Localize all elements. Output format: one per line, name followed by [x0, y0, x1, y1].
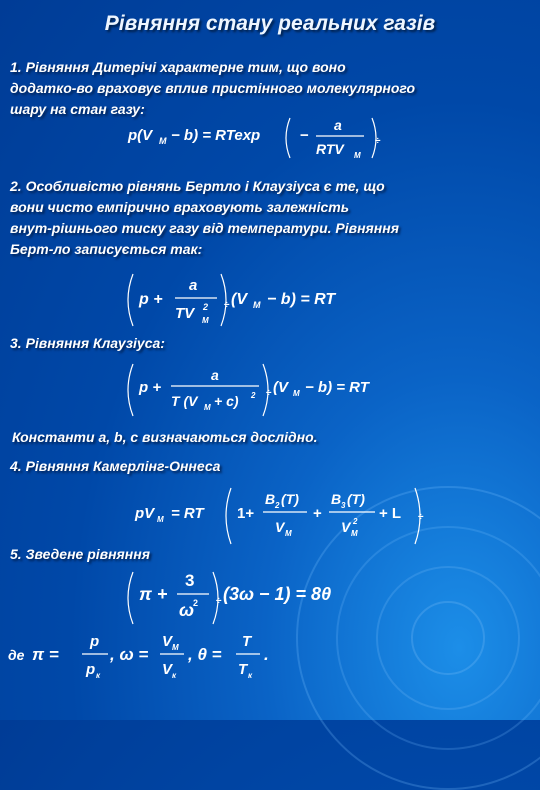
text-line: внут-рішнього тиску газу від температури. Рівняння	[10, 220, 399, 236]
ko-b3: B	[331, 491, 342, 507]
ko-b2-sub: 2	[275, 501, 280, 510]
clausius-den-mid: + c)	[214, 393, 239, 409]
paren-left	[128, 274, 133, 326]
svg-text:÷: ÷	[224, 300, 230, 311]
paren-left	[128, 572, 133, 624]
text-line: 1. Рівняння Дитерічі характерне тим, що воно	[10, 59, 346, 75]
paren-left	[226, 488, 231, 544]
berthelot-p-plus: p +	[139, 291, 163, 308]
reduced-pi-plus: π +	[139, 584, 168, 604]
ko-b2: B	[265, 491, 276, 507]
page-title: Рівняння стану реальних газів	[104, 12, 436, 35]
dieterici-lhs: p(V	[128, 127, 153, 144]
def-omega-eq: , ω =	[110, 645, 149, 664]
text-line: вони чисто емпірично враховують залежність	[10, 199, 350, 215]
clausius-den-sub: M	[204, 403, 211, 412]
dieterici-numerator: a	[334, 117, 342, 133]
ko-eq: = RT	[171, 505, 204, 522]
dieterici-rhs: − b) = RTexp	[171, 127, 261, 144]
def-pi-eq: π =	[32, 645, 59, 664]
ko-den1: V	[275, 519, 285, 535]
def-t: T	[242, 633, 252, 650]
section-4-heading: 4. Рівняння Камерлінг-Оннеса	[10, 458, 221, 474]
ko-den2-sup: 2	[353, 517, 358, 526]
svg-text:÷: ÷	[216, 596, 222, 607]
clausius-numerator: a	[211, 367, 219, 383]
ko-den1-sub: M	[285, 529, 292, 538]
ko-b2-arg: (T)	[281, 491, 299, 507]
def-de: де	[8, 647, 25, 663]
reduced-definitions	[8, 630, 308, 694]
reduced-rhs: (3ω − 1) = 8θ	[223, 584, 332, 604]
def-vk: V	[162, 661, 173, 678]
section-5-heading: 5. Зведене рівняння	[10, 546, 150, 562]
berthelot-numerator: a	[189, 277, 198, 294]
constants-note: Константи a, b, c визначаються дослідно.	[12, 429, 318, 445]
def-pk: p	[86, 661, 96, 678]
def-vm-sub: M	[172, 643, 179, 652]
berthelot-rhs: (V	[231, 291, 247, 308]
ko-den2-sub: M	[351, 529, 358, 538]
reduced-denominator: ω	[179, 600, 195, 620]
berthelot-den-sup: 2	[203, 302, 209, 312]
berthelot-denominator: TV	[175, 305, 195, 322]
paren-left	[286, 118, 290, 158]
background-swirl	[411, 601, 485, 675]
section-2-text	[10, 176, 535, 260]
reduced-equation	[125, 568, 385, 632]
svg-text:÷: ÷	[418, 512, 424, 523]
berthelot-rhs-sub: M	[253, 300, 261, 310]
def-tk: T	[238, 661, 248, 678]
text-line: шару на стан газу:	[10, 101, 145, 117]
clausius-den-start: T (V	[171, 393, 198, 409]
clausius-den-sup: 2	[251, 391, 256, 400]
berthelot-equation	[125, 268, 385, 340]
ko-one-plus: 1+	[237, 505, 255, 522]
ko-lhs-sub: M	[157, 515, 164, 524]
text-line: Берт-ло записується так:	[10, 241, 203, 257]
text-line: 2. Особливістю рівнянь Бертло і Клаузіуса є те, що	[10, 178, 385, 194]
ko-den2: V	[341, 519, 351, 535]
text-line: додатко-во враховує вплив пристінного молекулярного	[10, 80, 416, 96]
dieterici-sub: M	[159, 136, 167, 146]
def-theta-eq: , θ =	[188, 645, 222, 664]
berthelot-rhs-end: − b) = RT	[267, 291, 336, 308]
reduced-numerator: 3	[185, 571, 195, 590]
clausius-rhs-end: − b) = RT	[305, 379, 369, 396]
background-swirl	[376, 566, 520, 710]
ko-b3-arg: (T)	[347, 491, 365, 507]
clausius-rhs-sub: M	[293, 389, 300, 398]
def-tk-sub: к	[248, 671, 253, 680]
dieterici-denominator: RTV	[316, 141, 344, 157]
def-vk-sub: к	[172, 671, 177, 680]
dieterici-equation	[128, 110, 398, 174]
def-p: p	[90, 633, 100, 650]
ko-plus: +	[313, 505, 322, 522]
clausius-equation	[125, 358, 395, 426]
ko-lhs: pV	[135, 505, 155, 522]
clausius-rhs: (V	[273, 379, 288, 396]
clausius-p-plus: p +	[139, 379, 162, 396]
ko-b3-sub: 3	[341, 501, 346, 510]
svg-text:÷: ÷	[375, 136, 381, 147]
kamerlingh-onnes-equation	[135, 484, 435, 552]
berthelot-den-sub: M	[202, 316, 209, 325]
dieterici-den-sub: M	[354, 151, 361, 160]
svg-text:−: −	[300, 127, 309, 144]
def-pk-sub: к	[96, 671, 101, 680]
reduced-den-sup: 2	[193, 598, 199, 608]
svg-text:÷: ÷	[266, 388, 272, 399]
def-vm: V	[162, 633, 173, 650]
def-period: .	[264, 645, 269, 664]
paren-left	[128, 364, 133, 416]
ko-tail: + L	[379, 505, 402, 522]
section-3-heading: 3. Рівняння Клаузіуса:	[10, 335, 165, 351]
